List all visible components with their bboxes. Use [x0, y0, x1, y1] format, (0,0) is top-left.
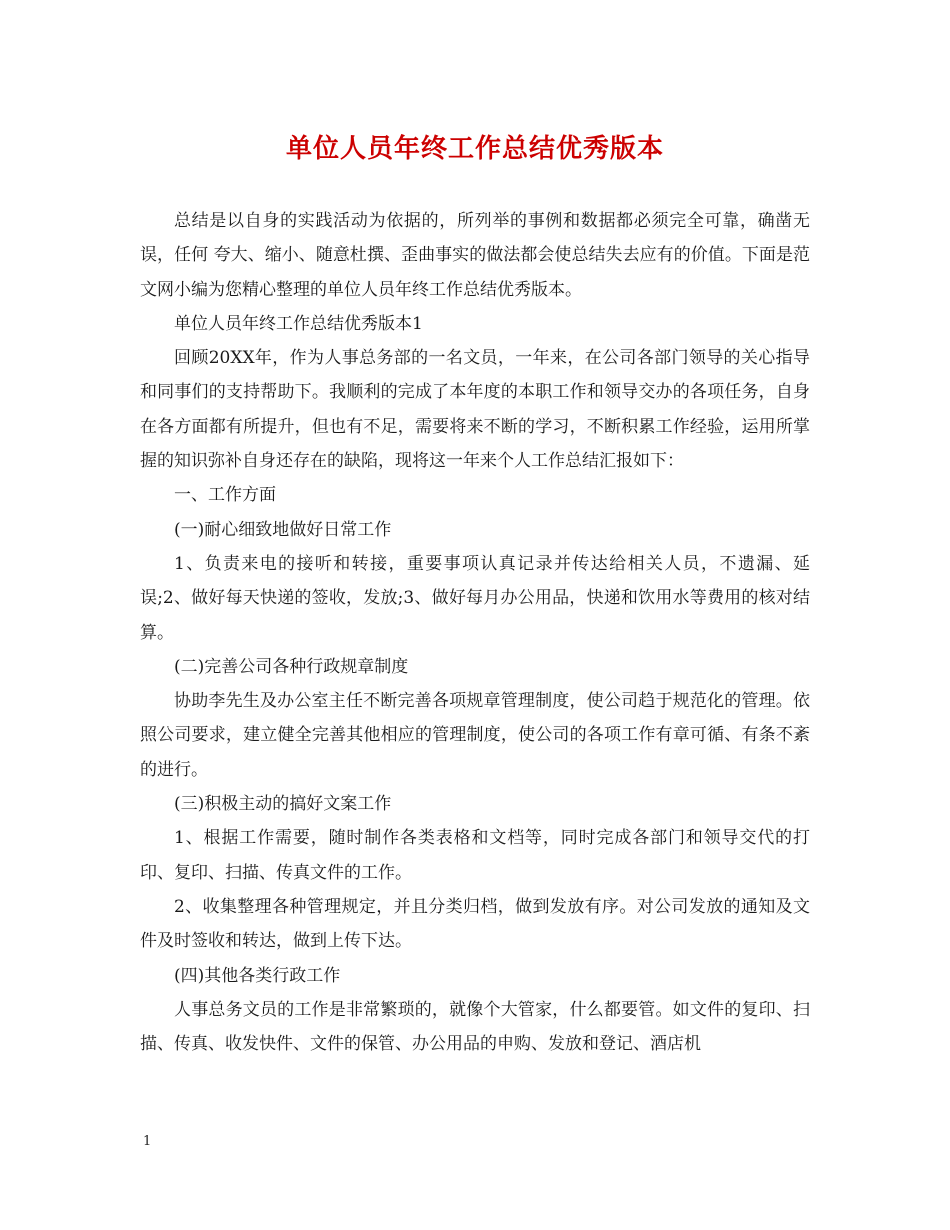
paragraph-daily-work: 1、负责来电的接听和转接，重要事项认真记录并传达给相关人员，不遗漏、延误;2、做好每天快递的签收，发放;3、做好每月办公用品，快递和饮用水等费用的核对结算。 [140, 553, 810, 643]
subheading-regulations: (二)完善公司各种行政规章制度 [174, 656, 409, 677]
paragraph-review: 回顾20XX年，作为人事总务部的一名文员，一年来，在公司各部门领导的关心指导和同事们的支持帮助下。我顺利的完成了本年度的本职工作和领导交办的各项任务，自身在各方面都有所提升，但也有不足，需要将来不断的学习，不断积累工作经验，运用所掌握的知识弥补自身还存在的缺陷，现将这一年来个人工作总结汇报如下： [140, 348, 810, 472]
subheading-documents: (三)积极主动的搞好文案工作 [174, 794, 392, 815]
subheading-daily-work: (一)耐心细致地做好日常工作 [174, 519, 392, 540]
page-number: 1 [143, 1134, 152, 1149]
paragraph-regulations: 协助李先生及办公室主任不断完善各项规章管理制度，使公司趋于规范化的管理。依照公司要求，建立健全完善其他相应的管理制度，使公司的各项工作有章可循、有条不紊的进行。 [140, 691, 810, 780]
heading-work-aspects: 一、工作方面 [174, 485, 276, 506]
paragraph-intro: 总结是以自身的实践活动为依据的，所列举的事例和数据都必须完全可靠，确凿无误，任何 夸大、缩小、随意杜撰、歪曲事实的做法都会使总结失去应有的价值。下面是范文网小编为您精心整理的单位人员年终工作总结优秀版本。 [140, 211, 810, 300]
paragraph-documents-2: 2、收集整理各种管理规定，并且分类归档，做到发放有序。对公司发放的通知及文件及时签收和转达，做到上传下达。 [140, 896, 810, 952]
paragraph-other-admin: 人事总务文员的工作是非常繁琐的，就像个大管家，什么都要管。如文件的复印、扫描、传真、收发快件、文件的保管、办公用品的申购、发放和登记、酒店机 [140, 999, 810, 1055]
paragraph-documents-1: 1、根据工作需要，随时制作各类表格和文档等，同时完成各部门和领导交代的打印、复印、扫描、传真文件的工作。 [140, 828, 810, 883]
document-body [140, 204, 810, 1061]
subheading-other-admin: (四)其他各类行政工作 [174, 965, 341, 986]
section-heading-version-1: 单位人员年终工作总结优秀版本1 [174, 313, 423, 334]
document-title: 单位人员年终工作总结优秀版本 [285, 134, 664, 164]
